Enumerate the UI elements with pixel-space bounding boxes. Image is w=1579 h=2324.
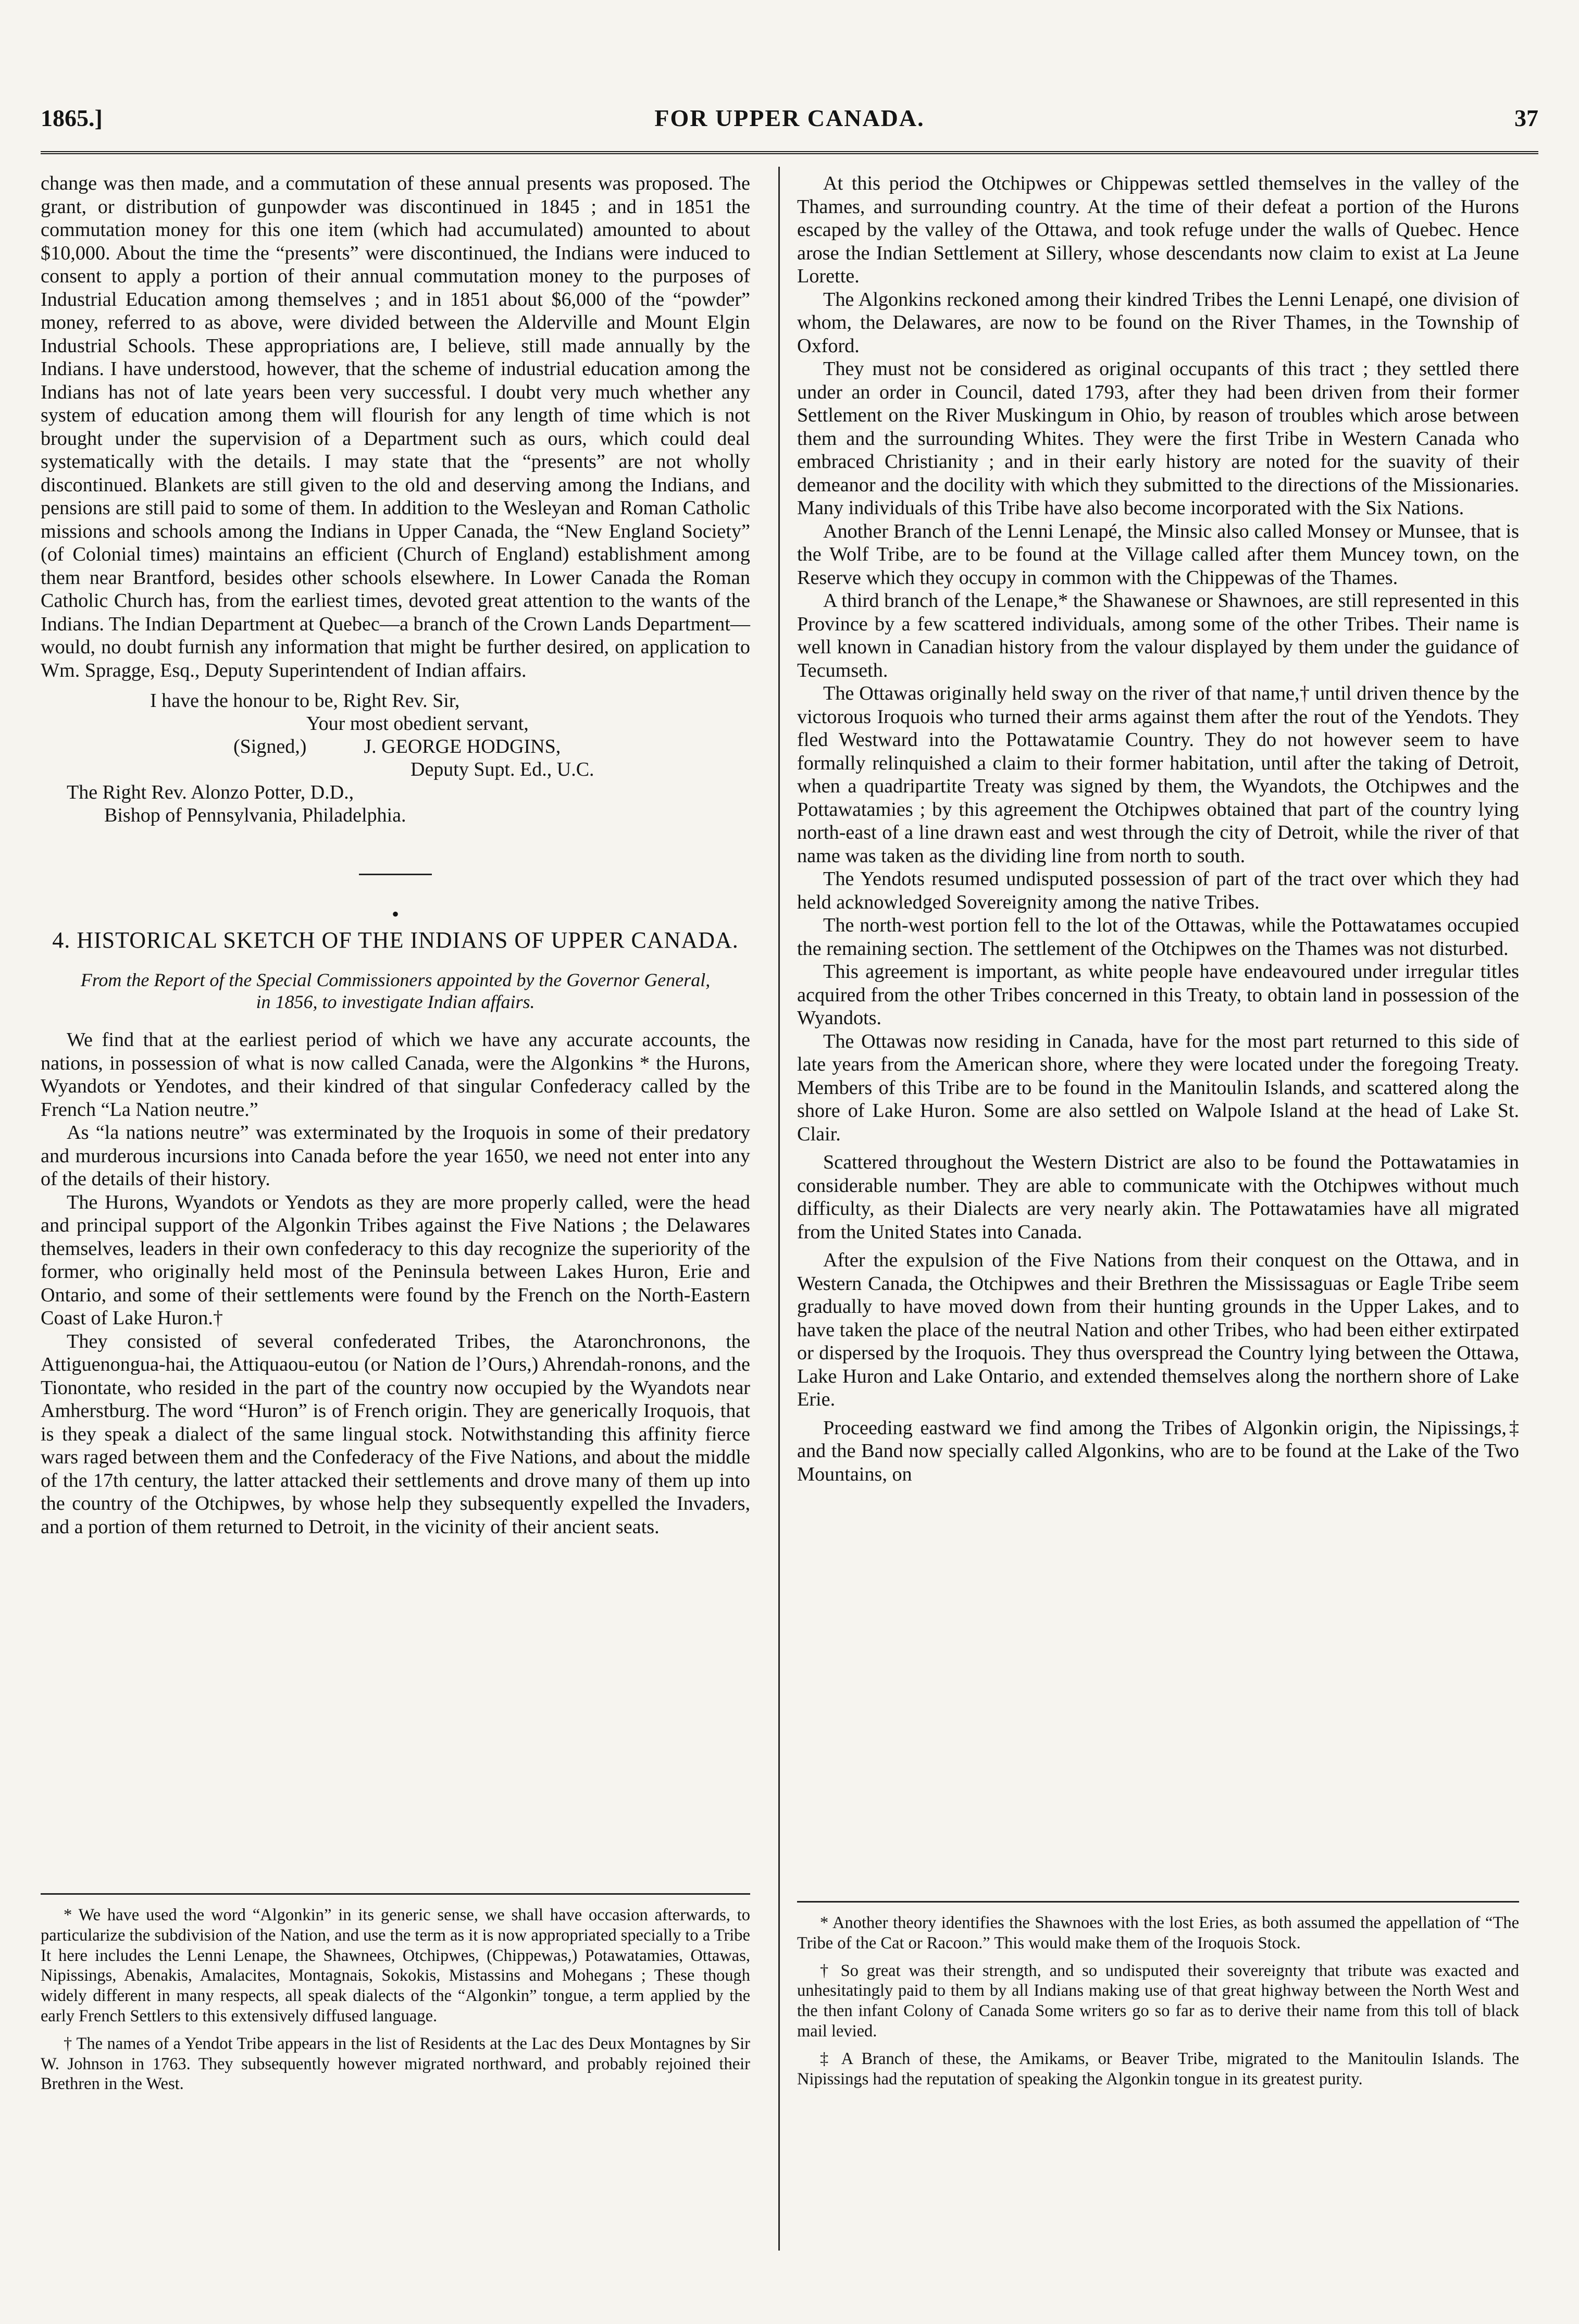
footnote-rule bbox=[797, 1901, 1519, 1903]
letter-paragraph: change was then made, and a commutation of these annual presents was proposed. The grant, or distribution of gunpowder was discontinued in 1845 ; and in 1851 the commutation money for this one item (which had accumulated) amounted to about $10,000. About the time the “presents” were discontinued, the Indians were induced to consent to apply a portion of their annual commutation money to the purposes of Industrial Education among themselves ; and in 1851 about $6,000 of the “powder” money, referred to as above, were divided between the Alderville and Mount Elgin Industrial Schools. These appropriations are, I believe, still made annually by the Indians. I have understood, however, that the scheme of industrial education among the Indians has not of late years been very successful. I doubt very much whether any system of education among them will flourish for any length of time which is not brought under the supervision of a Department such as ours, which could deal systematically with the details. I may state that the “presents” are not wholly discontinued. Blankets are still given to the old and deserving among the Indians, and pensions are still paid to some of them. In addition to the Wesleyan and Roman Catholic missions and schools among the Indians in Upper Canada, the “New England Society” (of Colonial times) maintains an efficient (Church of England) establishment among them near Brantford, besides other schools elsewhere. In Lower Canada the Roman Catholic Church has, from the earliest times, devoted great attention to the wants of the Indians. The Indian Department at Quebec—a branch of the Crown Lands Department—would, no doubt furnish any information that might be further desired, on application to Wm. Spragge, Esq., Deputy Superintendent of Indian affairs. bbox=[41, 172, 750, 681]
right-footnotes bbox=[797, 1888, 1519, 2089]
body-paragraph: After the expulsion of the Five Nations from their conquest on the Ottawa, and in Western Canada, the Otchipwes and their Brethren the Mississaguas or Eagle Tribe seem gradually to have moved down from their hunting grounds in the Upper Lakes, and to have taken the place of the neutral Nation and other Tribes, who had been either extirpated or dispersed by the Iroquois. They thus overspread the Country lying between the Ottawa, Lake Huron and Lake Ontario, and extended themselves along the northern shore of Lake Erie. bbox=[797, 1249, 1519, 1410]
footnote: * Another theory identifies the Shawnoes with the lost Eries, as both assumed the appellation of “The Tribe of the Cat or Racoon.” This would make them of the Iroquois Stock. bbox=[797, 1913, 1519, 1953]
section-subtitle: From the Report of the Special Commissioners appointed by the Governor General, in 1856, to investigate Indian affairs. bbox=[80, 970, 711, 1012]
signer-title: Deputy Supt. Ed., U.C. bbox=[411, 759, 594, 780]
left-footnotes bbox=[41, 1881, 750, 2094]
page-number: 37 bbox=[1514, 105, 1538, 131]
left-column bbox=[41, 172, 750, 1538]
footnote: † The names of a Yendot Tribe appears in the list of Residents at the Lac des Deux Montagnes by Sir W. Johnson in 1763. They subsequently however migrated northward, and probably rejoined their Brethren in the West. bbox=[41, 2034, 750, 2094]
letter-signature bbox=[41, 689, 750, 827]
page-header bbox=[41, 104, 1538, 146]
section-title: 4. HISTORICAL SKETCH OF THE INDIANS OF UPPER CANADA. bbox=[52, 927, 739, 953]
footnote: ‡ A Branch of these, the Amikams, or Beaver Tribe, migrated to the Manitoulin Islands. The Nipissings had the reputation of speaking the Algonkin tongue in its greatest purity. bbox=[797, 2049, 1519, 2089]
section-separator bbox=[359, 874, 432, 875]
body-paragraph: They consisted of several confederated Tribes, the Ataronchronons, the Attiguenongua-hai, the Attiquaou-eutou (or Nation de l’Ours,) Ahrendah-ronons, and the Tionontate, who resided in the part of the country now occupied by the Wyandots near Amherstburg. The word “Huron” is of French origin. They are generically Iroquois, that is they speak a dialect of the same lingual stock. Notwithstanding this affinity fierce wars raged between them and the Confederacy of the Five Nations, and about the middle of the 17th century, the latter attacked their settlements and drove many of them up into the country of the Otchipwes, by whose help they subsequently expelled the Invaders, and a portion of them returned to Detroit, in the vicinity of their ancient seats. bbox=[41, 1330, 750, 1538]
closing-servant: Your most obedient servant, bbox=[306, 713, 529, 735]
body-paragraph: Scattered throughout the Western District are also to be found the Pottawatamies in considerable number. They are able to communicate with the Otchipwes without much difficulty, as their Dialects are very nearly akin. The Pottawatamies have all migrated from the United States into Canada. bbox=[797, 1151, 1519, 1243]
body-paragraph: The Yendots resumed undisputed possession of part of the tract over which they had held acknowledged Sovereignity among the native Tribes. bbox=[797, 868, 1519, 913]
body-paragraph: The north-west portion fell to the lot of the Ottawas, while the Pottawatames occupied the remaining section. The settlement of the Otchipwes on the Thames was not disturbed. bbox=[797, 914, 1519, 960]
body-paragraph: At this period the Otchipwes or Chippewas settled themselves in the valley of the Thames, and surrounding country. At the time of their defeat a portion of the Hurons escaped by the valley of the Ottawa, and took refuge under the walls of Quebec. Hence arose the Indian Settlement at Sillery, whose descendants now claim to exist at La Jeune Lorette. bbox=[797, 172, 1519, 287]
signed-line bbox=[41, 735, 750, 758]
body-paragraph: A third branch of the Lenape,* the Shawanese or Shawnoes, are still represented in this Province by a few scattered individuals, among some of the other Tribes. Their name is well known in Canadian history from the valour displayed by them under the guidance of Tecumseth. bbox=[797, 590, 1519, 681]
body-paragraph: The Hurons, Wyandots or Yendots as they are more properly called, were the head and principal support of the Algonkin Tribes against the Five Nations ; the Delawares themselves, leaders in their own confederacy to this day recognize the superiority of the former, who originally held most of the Peninsula between Lakes Huron, Erie and Ontario, and some of their settlements were found by the French on the North-Eastern Coast of Lake Huron.† bbox=[41, 1191, 750, 1329]
header-year: 1865.] bbox=[41, 105, 103, 131]
addressee-title: Bishop of Pennsylvania, Philadelphia. bbox=[104, 804, 406, 826]
header-rule bbox=[41, 151, 1538, 157]
closing-line: I have the honour to be, Right Rev. Sir, bbox=[150, 690, 460, 712]
body-paragraph: The Ottawas now residing in Canada, have for the most part returned to this side of late years from the American shore, where they were located under the foregoing Treaty. Members of this Tribe are to be found in the Manitoulin Islands, and scattered along the shore of Lake Huron. Some are also settled on Walpole Island at the head of Lake St. Clair. bbox=[797, 1030, 1519, 1145]
running-title: FOR UPPER CANADA. bbox=[654, 105, 925, 131]
footnote-rule bbox=[41, 1893, 750, 1895]
signer-name: J. GEORGE HODGINS, bbox=[364, 736, 561, 757]
footnote: * We have used the word “Algonkin” in its generic sense, we shall have occasion afterwards, to particularize the subdivision of the Nation, and use the term as it is now appropriated specially to a Tribe It here includes the Lenni Lenape, the Shawnees, Otchipwes, (Chippewas,) Potawatamies, Ottawas, Nipissings, Abenakis, Amalacites, Montagnais, Sokokis, Mistassins and Mohegans ; These though widely different in many respects, all speak dialects of the “Algonkin” tongue, a term applied by the early French Settlers to this extensively diffused language. bbox=[41, 1906, 750, 2025]
right-column bbox=[797, 172, 1519, 1486]
body-paragraph: Another Branch of the Lenni Lenapé, the Minsic also called Monsey or Munsee, that is the Wolf Tribe, are to be found at the Village called after them Muncey town, on the Reserve which they occupy in common with the Chippewas of the Thames. bbox=[797, 520, 1519, 589]
body-paragraph: This agreement is important, as white people have endeavoured under irregular titles acquired from the other Tribes concerned in this Treaty, to obtain land in possession of the Wyandots. bbox=[797, 961, 1519, 1029]
body-paragraph: They must not be considered as original occupants of this tract ; they settled there under an order in Council, dated 1793, after they had been driven from their former Settlement on the River Muskingum in Ohio, by reason of troubles which arose between them and the surrounding Whites. They were the first Tribe in Western Canada who embraced Christianity ; and in their early history are noted for the suavity of their demeanor and the docility with which they submitted to the directions of the Missionaries. Many individuals of this Tribe have also become incorporated with the Six Nations. bbox=[797, 358, 1519, 519]
body-paragraph: As “la nations neutre” was exterminated by the Iroquois in some of their predatory and murderous incursions into Canada before the year 1650, we need not enter into any of the details of their history. bbox=[41, 1122, 750, 1190]
column-divider bbox=[778, 167, 780, 2251]
addressee: The Right Rev. Alonzo Potter, D.D., bbox=[67, 781, 354, 803]
body-paragraph: We find that at the earliest period of which we have any accurate accounts, the nations, in possession of what is now called Canada, were the Algonkins * the Hurons, Wyandots or Yendotes, and their kindred of that singular Confederacy called by the French “La Nation neutre.” bbox=[41, 1029, 750, 1121]
signed-label: (Signed,) bbox=[233, 736, 307, 757]
body-paragraph: Proceeding eastward we find among the Tribes of Algonkin origin, the Nipissings,‡ and the Band now specially called Algonkins, who are to be found at the Lake of the Two Mountains, on bbox=[797, 1416, 1519, 1485]
body-paragraph: The Ottawas originally held sway on the river of that name,† until driven thence by the victorous Iroquois who turned their arms against them after the rout of the Yendots. They fled Westward into the Pottawatamie Country. They do not however seem to have formally relinquished a claim to their former habitation, until after the taking of Detroit, when a quadripartite Treaty was signed by them, the Wyandots, the Otchipwes and the Pottawatamies ; by this agreement the Otchipwes obtained that part of the country lying north-east of a line drawn east and west through the city of Detroit, while the river of that name was taken as the dividing line from north to south. bbox=[797, 682, 1519, 867]
footnote: † So great was their strength, and so undisputed their sovereignty that tribute was exacted and unhesitatingly paid to them by all Indians making use of that great highway between the North West and the then infant Colony of Canada Some writers go so far as to derive their name from this toll of black mail levied. bbox=[797, 1961, 1519, 2041]
section-bullet: • bbox=[391, 902, 399, 926]
body-paragraph: The Algonkins reckoned among their kindred Tribes the Lenni Lenapé, one division of whom, the Delawares, are now to be found on the River Thames, in the Township of Oxford. bbox=[797, 288, 1519, 357]
